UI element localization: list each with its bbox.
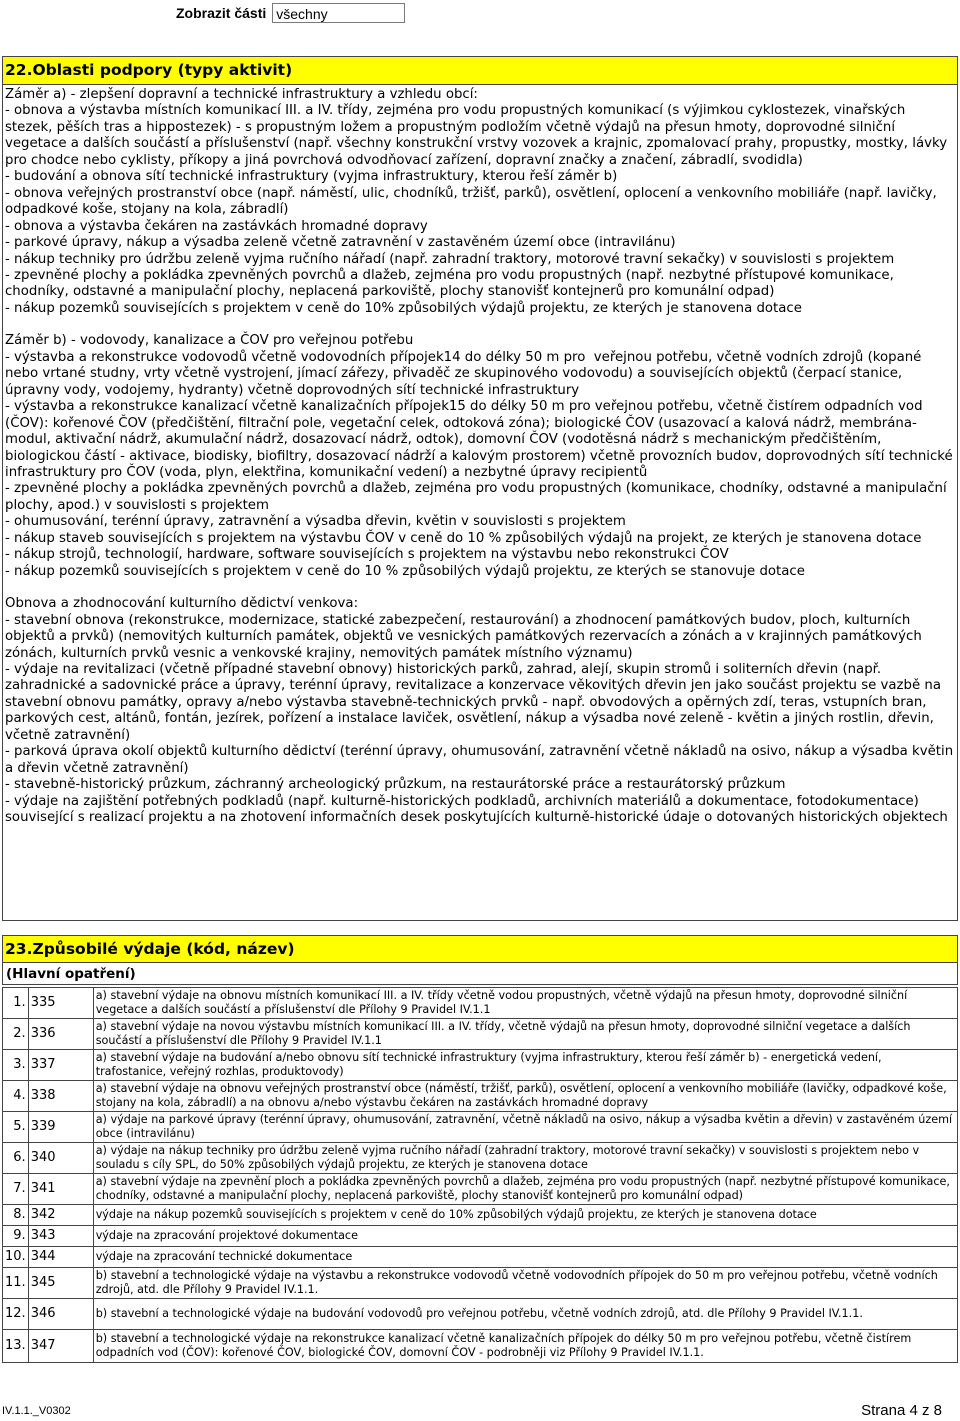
expense-number: 11. bbox=[3, 1268, 29, 1299]
expense-code: 341 bbox=[28, 1174, 93, 1205]
expense-code: 342 bbox=[28, 1205, 93, 1226]
expense-description: b) stavební a technologické výdaje na budování vodovodů pro veřejnou potřebu, včetně vodních zdrojů, atd. dle Přílohy 9 Pravidel IV.1.1. bbox=[93, 1299, 957, 1330]
expense-number: 7. bbox=[3, 1174, 29, 1205]
expense-code: 344 bbox=[28, 1247, 93, 1268]
section-23-subtitle: (Hlavní opatření) bbox=[2, 963, 958, 985]
expense-row bbox=[3, 988, 958, 1019]
expense-row bbox=[3, 1143, 958, 1174]
expense-code: 347 bbox=[28, 1330, 93, 1363]
expense-code: 339 bbox=[28, 1112, 93, 1143]
expense-number: 3. bbox=[3, 1050, 29, 1081]
expense-number: 1. bbox=[3, 988, 29, 1019]
expense-code: 343 bbox=[28, 1226, 93, 1247]
expense-row bbox=[3, 1112, 958, 1143]
footer-doc-code: IV.1.1._V0302 bbox=[2, 1405, 71, 1417]
expense-description: a) stavební výdaje na obnovu místních komunikací III. a IV. třídy včetně vodou propustných, včetně výdajů na přesun hmoty, doprovodné silniční vegetace a dalších součástí a příslušenství dle Přílohy 9 Pravidel IV.1.1 bbox=[93, 988, 957, 1019]
parts-filter bbox=[176, 2, 405, 24]
expense-code: 335 bbox=[28, 988, 93, 1019]
expense-row bbox=[3, 1081, 958, 1112]
expense-number: 9. bbox=[3, 1226, 29, 1247]
expense-description: výdaje na zpracování technické dokumentace bbox=[93, 1247, 957, 1268]
expense-row bbox=[3, 1174, 958, 1205]
expense-description: a) výdaje na nákup techniky pro údržbu zeleně vyjma ručního nářadí (zahradní traktory, motorové travní sekačky) v souvislosti s projektem nebo v souladu s cíly SPL, do 50% způsobilých výdajů projektu, ze kterých je stanovena dotace bbox=[93, 1143, 957, 1174]
expense-row bbox=[3, 1226, 958, 1247]
expense-description: výdaje na nákup pozemků souvisejících s projektem v ceně do 10% způsobilých výdajů projektu, ze kterých je stanovena dotace bbox=[93, 1205, 957, 1226]
expense-description: a) výdaje na parkové úpravy (terénní úpravy, ohumusování, zatravnění, včetně nákladů na osivo, nákup a výsadba květin a dřevin) v zastavěném území obce (intravilánu) bbox=[93, 1112, 957, 1143]
expense-code: 346 bbox=[28, 1299, 93, 1330]
expense-number: 6. bbox=[3, 1143, 29, 1174]
section-22-paragraph-culture: Obnova a zhodnocování kulturního dědictví venkova: - stavební obnova (rekonstrukce, modernizace, statické zabezpečení, restaurování) a zhodnocení památkových budov, ploch, kulturních objektů a prvků) (nemovitých kulturních památek, objektů ve vesnických památkových rezervacích a zónách a v krajinných památkových zónách, kulturních prvků vesnic a venkovské krajiny, nemovitých památek místního významu) - výdaje na revitalizaci (včetně případné stavební obnovy) historických parků, zahrad, alejí, skupin stromů i soliterních dřevin (např. zahradnické a sadovnické práce a úpravy, terénní úpravy, revitalizace a konzervace věkovitých dřevin jen jako součást projektu se vazbě na stavební obnovu památky, opravy a/nebo výstavba stavebně-technických prvků - např. obvodových a opěrných zdí, teras, vstupních bran, parkových cest, altánů, fontán, jezírek, pořízení a instalace laviček, osvětlení, nákup a výsadba nové zeleně - květin a jiných rostlin, dřevin, včetně zatravnění) - parková úprava okolí objektů kulturního dědictví (terénní úpravy, ohumusování, zatravnění včetně nákladů na osivo, nákup a výsadba květin a dřevin včetně zatravnění) - stavebně-historický průzkum, záchranný archeologický průzkum, na restaurátorské práce a restaurátorský průzkum - výdaje na zajištění potřebných podkladů (např. kulturně-historických podkladů, archivních materiálů a dokumentace, fotodokumentace) související s realizací projektu a na zhotovení informačních desek poskytujících kulturně-historické údaje o dotovaných historických objektech bbox=[5, 596, 954, 826]
expense-number: 13. bbox=[3, 1330, 29, 1363]
expense-code: 338 bbox=[28, 1081, 93, 1112]
section-22-paragraph-a: Záměr a) - zlepšení dopravní a technické infrastruktury a vzhledu obcí: - obnova a výstavba místních komunikací III. a IV. třídy, zejména pro vodu propustných komunikací (s výjimkou cyklostezek, vinařských stezek, pěších tras a hippostezek) - s propustným ložem a propustným podložím včetně výdajů na přesun hmoty, doprovodné silniční vegetace a dalších součástí a příslušenství (např. všechny konstrukční vrstvy vozovek a krajnic, zpomalovací prahy, propustky, mostky, lávky pro chodce nebo cyklisty, příkopy a jiná povrchová odvodňovací zařízení, dopravní značky a značení, zábradlí, svodidla) - budování a obnova sítí technické infrastruktury (vyjma infrastruktury, kterou řeší záměr b) - obnova veřejných prostranství obce (např. náměstí, ulic, chodníků, tržišť, parků), osvětlení, oplocení a venkovního mobiliáře (např. lavičky, odpadkové koše, stojany na kola, zábradlí) - obnova a výstavba čekáren na zastávkách hromadné dopravy - parkové úpravy, nákup a výsadba zeleně včetně zatravnění v zastavěném území obce (intravilánu) - nákup techniky pro údržbu zeleně vyjma ručního nářadí (např. zahradní traktory, motorové travní sekačky) v souvislosti s projektem - zpevněné plochy a pokládka zpevněných povrchů a dlažeb, zejména pro vodu propustných (např. nezbytné přístupové komunikace, chodníky, odstavné a manipulační plochy, neplacená parkoviště, plochy stanovišť kontejnerů pro komunální odpad) - nákup pozemků souvisejících s projektem v ceně do 10% způsobilých výdajů projektu, ze kterých je stanovena dotace bbox=[5, 87, 948, 316]
expense-description: a) stavební výdaje na budování a/nebo obnovu sítí technické infrastruktury (vyjma infrastruktury, kterou řeší záměr b) - energetická vedení, trafostanice, veřejný rozhlas, produktovody) bbox=[93, 1050, 957, 1081]
section-22-body bbox=[2, 84, 958, 921]
expense-number: 5. bbox=[3, 1112, 29, 1143]
expense-description: a) stavební výdaje na zpevnění ploch a pokládka zpevněných povrchů a dlažeb, zejména pro vodu propustných (např. nezbytné přístupové komunikace, chodníky, odstavné a manipulační plochy, neplacená parkoviště, plochy stanovišť kontejnerů pro komunální odpad) bbox=[93, 1174, 957, 1205]
expense-row bbox=[3, 1268, 958, 1299]
expense-description: a) stavební výdaje na novou výstavbu místních komunikací III. a IV. třídy, včetně výdajů na přesun hmoty, doprovodné silniční vegetace a dalších součástí a příslušenství dle Přílohy 9 Pravidel IV.1.1 bbox=[93, 1019, 957, 1050]
parts-filter-label: Zobrazit části bbox=[176, 5, 267, 21]
expense-code: 337 bbox=[28, 1050, 93, 1081]
parts-filter-select[interactable]: všechny bbox=[272, 3, 405, 23]
section-23-title: 23.Způsobilé výdaje (kód, název) bbox=[2, 935, 958, 963]
expense-number: 4. bbox=[3, 1081, 29, 1112]
expense-code: 336 bbox=[28, 1019, 93, 1050]
footer-page-number: Strana 4 z 8 bbox=[861, 1402, 942, 1419]
expense-number: 8. bbox=[3, 1205, 29, 1226]
expense-row bbox=[3, 1205, 958, 1226]
expense-description: výdaje na zpracování projektové dokumentace bbox=[93, 1226, 957, 1247]
expense-row bbox=[3, 1050, 958, 1081]
expense-row bbox=[3, 1299, 958, 1330]
expense-description: a) stavební výdaje na obnovu veřejných prostranství obce (náměstí, tržišť, parků), osvětlení, oplocení a venkovního mobiliáře (lavičky, odpadkové koše, stojany na kola, zábradlí) a na obnovu a/nebo výstavbu čekáren na zastávkách hromadné dopravy bbox=[93, 1081, 957, 1112]
section-22-paragraph-b: Záměr b) - vodovody, kanalizace a ČOV pro veřejnou potřebu - výstavba a rekonstrukce vodovodů včetně vodovodních přípojek14 do délky 50 m pro veřejnou potřebu, včetně vodních zdrojů (kopané nebo vrtané studny, vrty včetně vystrojení, jímací zářezy, přivaděč ze skupinového vodovodu) a souvisejících objektů (čerpací stanice, úpravny vody, vodojemy, hydranty) včetně doprovodných sítí technické infrastruktury - výstavba a rekonstrukce kanalizací včetně kanalizačních přípojek15 do délky 50 m pro veřejnou potřebu, včetně čistírem odpadních vod (ČOV): kořenové ČOV (předčištění, filtrační pole, vegetační celek, odtoková zóna); biologické ČOV (usazovací a kalová nádrž, membrána-modul, aktivační nádrž, akumulační nádrž, dosazovací nádrž, odtok), domovní ČOV (vodotěsná nádrž s mechanickým předčištěním, biologickou částí - aktivace, biodisky, biofiltry, dosazovací nádrží a kalovým prostorem) včetně provozních budov, doprovodných sítí technické infrastruktury pro ČOV (voda, plyn, elektřina, komunikační vedení) a nezbytné úpravy recipientů - zpevněné plochy a pokládka zpevněných povrchů a dlažeb, zejména pro vodu propustných (komunikace, chodníky, odstavné a manipulační plochy, apod.) v souvislosti s projektem - ohumusování, terénní úpravy, zatravnění a výsadba dřevin, květin v souvislosti s projektem - nákup staveb souvisejících s projektem na výstavbu ČOV v ceně do 10 % způsobilých výdajů na projekt, ze kterých je stanovena dotace - nákup strojů, technologií, hardware, software souvisejících s projektem na výstavbu nebo rekonstrukci ČOV - nákup pozemků souvisejících s projektem v ceně do 10 % způsobilých výdajů projektu, ze kterých se stanovuje dotace bbox=[5, 333, 953, 579]
eligible-expenses-table bbox=[2, 987, 958, 1363]
expense-code: 345 bbox=[28, 1268, 93, 1299]
expense-number: 2. bbox=[3, 1019, 29, 1050]
expense-code: 340 bbox=[28, 1143, 93, 1174]
expense-row bbox=[3, 1019, 958, 1050]
section-22-title: 22.Oblasti podpory (typy aktivit) bbox=[2, 56, 958, 84]
expense-number: 12. bbox=[3, 1299, 29, 1330]
expense-row bbox=[3, 1330, 958, 1363]
expense-description: b) stavební a technologické výdaje na výstavbu a rekonstrukce vodovodů včetně vodovodních přípojek do 50 m pro veřejnou potřebu, včetně vodních zdrojů, atd. dle Přílohy 9 Pravidel IV.1.1. bbox=[93, 1268, 957, 1299]
expense-description: b) stavební a technologické výdaje na rekonstrukce kanalizací včetně kanalizačních přípojek do délky 50 m pro veřejnou potřebu, včetně čistírem odpadních vod (ČOV): kořenové ČOV, biologické ČOV, domovní ČOV - podrobněji viz Přílohy 9 Pravidel IV.1.1. bbox=[93, 1330, 957, 1363]
expense-row bbox=[3, 1247, 958, 1268]
expense-number: 10. bbox=[3, 1247, 29, 1268]
